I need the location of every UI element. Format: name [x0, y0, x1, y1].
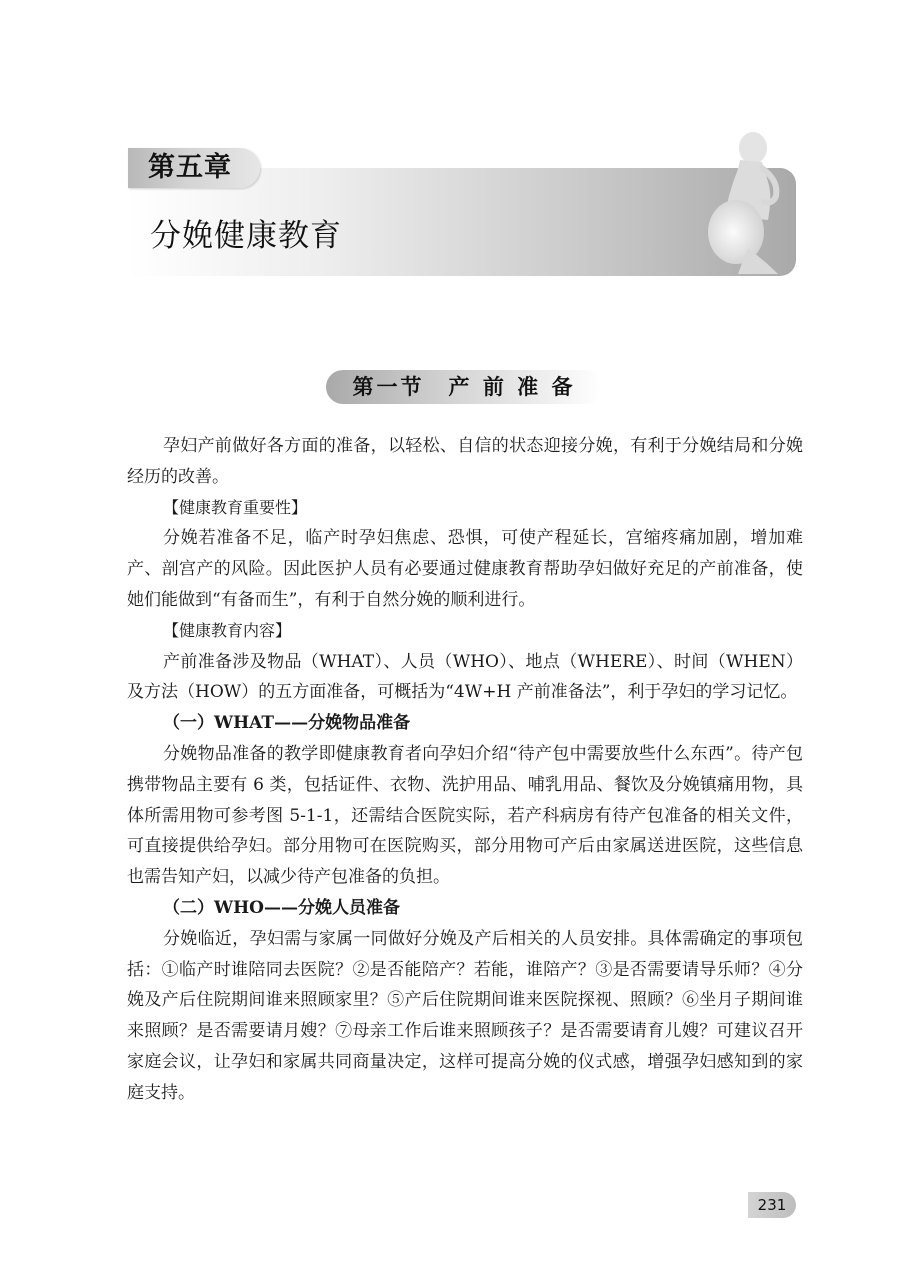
importance-paragraph: 分娩若准备不足，临产时孕妇焦虑、恐惧，可使产程延长，宫缩疼痛加剧，增加难产、剖宫产的风险。因此医护人员有必要通过健康教育帮助孕妇做好充足的产前准备，使她们能做到“有备而生”，有利于自然分娩的顺利进行。 — [127, 528, 803, 610]
chapter-title: 分娩健康教育 — [150, 218, 342, 254]
page-number: 231 — [757, 1196, 787, 1214]
subheading-who: （二）WHO——分娩人员准备 — [163, 897, 400, 918]
what-paragraph: 分娩物品准备的教学即健康教育者向孕妇介绍“待产包中需要放些什么东西”。待产包携带物品主要有 6 类，包括证件、衣物、洗护用品、哺乳用品、餐饮及分娩镇痛用物，具体所需用物可参考图 5-1-1，还需结合医院实际，若产科病房有待产包准备的相关文件，可直接提供给孕妇。部分用物可在医院购买，部分用物可产后由家属送进医院，这些信息也需告知产妇，以减少待产包准备的负担。 — [127, 743, 803, 888]
subheading-what: （一）WHAT——分娩物品准备 — [163, 713, 411, 734]
content-paragraph: 产前准备涉及物品（WHAT）、人员（WHO）、地点（WHERE）、时间（WHEN）及方法（HOW）的五方面准备，可概括为“4W+H 产前准备法”，利于孕妇的学习记忆。 — [127, 651, 803, 703]
heading-importance: 【健康教育重要性】 — [163, 497, 308, 517]
body-text — [127, 431, 803, 1109]
intro-paragraph: 孕妇产前做好各方面的准备，以轻松、自信的状态迎接分娩，有利于分娩结局和分娩经历的改善。 — [127, 436, 803, 487]
section-title: 第一节 产 前 准 备 — [352, 375, 576, 399]
chapter-label: 第五章 — [148, 152, 232, 183]
heading-content: 【健康教育内容】 — [163, 620, 292, 640]
who-paragraph: 分娩临近，孕妇需与家属一同做好分娩及产后相关的人员安排。具体需确定的事项包括：①临产时谁陪同去医院？②是否能陪产？若能，谁陪产？③是否需要请导乐师？④分娩及产后住院期间谁来照顾家里？⑤产后住院期间谁来医院探视、照顾？⑥坐月子期间谁来照顾？是否需要请月嫂？⑦母亲工作后谁来照顾孩子？是否需要请育儿嫂？可建议召开家庭会议，让孕妇和家属共同商量决定，这样可提高分娩的仪式感，增强孕妇感知到的家庭支持。 — [127, 928, 803, 1103]
pregnant-woman-silhouette-icon — [698, 128, 794, 274]
